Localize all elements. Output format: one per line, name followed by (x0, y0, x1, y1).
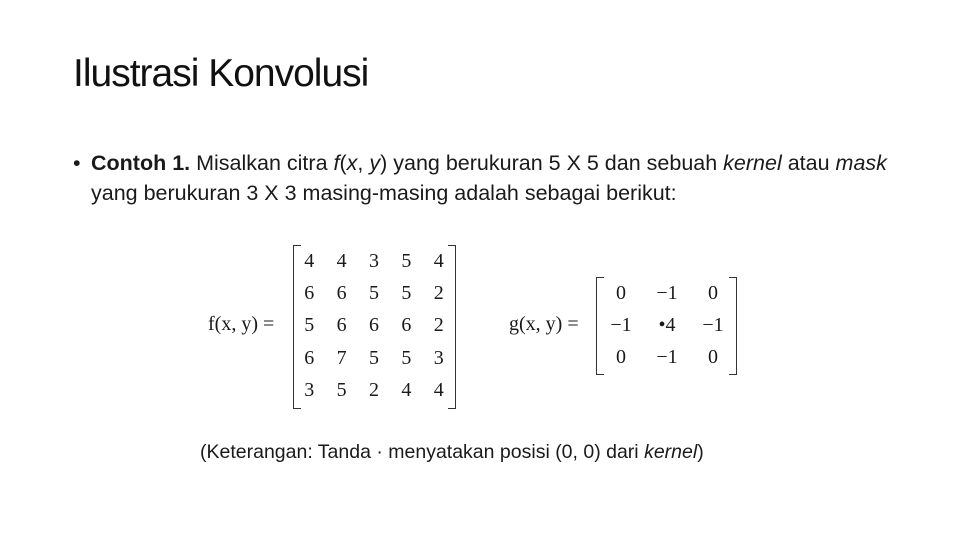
matrix-f-cell: 2 (433, 314, 444, 337)
matrix-f-cell: 5 (368, 282, 379, 305)
matrix-f-cell: 6 (368, 314, 379, 337)
matrix-g-right-bracket (729, 277, 737, 375)
matrix-f-cell: 5 (336, 379, 347, 402)
note-suffix: ) (697, 441, 704, 463)
matrix-f-cell: 6 (336, 314, 347, 337)
var-x: x (346, 151, 358, 175)
text-segment-3: atau (781, 151, 836, 175)
note-prefix: (Keterangan: Tanda · menyatakan posisi (0, 0) dari (200, 441, 645, 463)
note-text (200, 441, 704, 464)
mask-term: mask (835, 151, 887, 175)
matrix-f-row (293, 342, 455, 374)
matrix-f-cell: 2 (433, 282, 444, 305)
matrix-f-cell: 5 (401, 282, 412, 305)
bullet-text (91, 148, 903, 208)
matrix-f-row (293, 245, 455, 277)
matrix-f-cell: 6 (304, 282, 315, 305)
matrix-f-right-bracket (448, 245, 456, 409)
comma: , (357, 151, 370, 175)
bullet-item (73, 148, 903, 208)
matrix-f (293, 245, 455, 407)
matrix-f-cell: 7 (336, 346, 347, 369)
text-segment-2: yang berukuran 5 X 5 dan sebuah (387, 151, 724, 175)
matrix-f-cell: 4 (336, 249, 347, 272)
text-segment-1: Misalkan citra (190, 151, 334, 175)
note-kernel-term: kernel (644, 441, 698, 463)
matrix-g-cell: −1 (610, 313, 632, 336)
matrix-g-cell: 0 (708, 345, 718, 368)
matrix-g-cell: •4 (658, 313, 676, 336)
matrix-g-row (598, 309, 736, 341)
matrix-f-cell: 3 (368, 249, 379, 272)
matrix-f-row (293, 310, 455, 342)
matrix-f-cell: 4 (401, 379, 412, 402)
matrix-g-row (598, 341, 736, 373)
matrix-f-label: f(x, y) = (208, 313, 275, 335)
matrix-f-cell: 5 (304, 314, 315, 337)
matrix-g-cell: 0 (616, 281, 626, 304)
matrix-f-cell: 6 (401, 314, 412, 337)
bullet-icon: • (73, 151, 81, 175)
matrix-f-row (293, 277, 455, 309)
matrix-f-row (293, 375, 455, 407)
matrix-f-cell: 6 (336, 282, 347, 305)
matrix-g-cell: −1 (702, 313, 724, 336)
kernel-term: kernel (723, 151, 782, 175)
matrix-f-cell: 3 (433, 346, 444, 369)
var-y: y (369, 151, 381, 175)
matrix-f-cell: 5 (401, 249, 412, 272)
matrix-f-cell: 4 (433, 249, 444, 272)
matrix-g-cell: −1 (656, 345, 678, 368)
matrix-g-cell: −1 (656, 281, 678, 304)
text-segment-4: yang berukuran 3 X 3 masing-masing adalah sebagai berikut: (91, 181, 677, 205)
slide-title: Ilustrasi Konvolusi (73, 52, 369, 95)
matrix-g-cell: 0 (708, 281, 718, 304)
func-f: f (333, 151, 340, 175)
matrix-g (598, 277, 736, 373)
matrix-g-row (598, 277, 736, 309)
matrix-f-cell: 6 (304, 346, 315, 369)
matrix-f-cell: 4 (304, 249, 315, 272)
paren-close: ) (380, 151, 388, 175)
matrix-f-cell: 4 (433, 379, 444, 402)
matrix-f-cell: 3 (304, 379, 315, 402)
paren-open: ( (339, 151, 347, 175)
matrix-f-cell: 2 (368, 379, 379, 402)
matrix-f-cell: 5 (368, 346, 379, 369)
matrix-g-cell: 0 (616, 345, 626, 368)
example-label: Contoh 1. (91, 151, 191, 175)
matrix-g-label: g(x, y) = (509, 313, 579, 335)
matrix-f-cell: 5 (401, 346, 412, 369)
